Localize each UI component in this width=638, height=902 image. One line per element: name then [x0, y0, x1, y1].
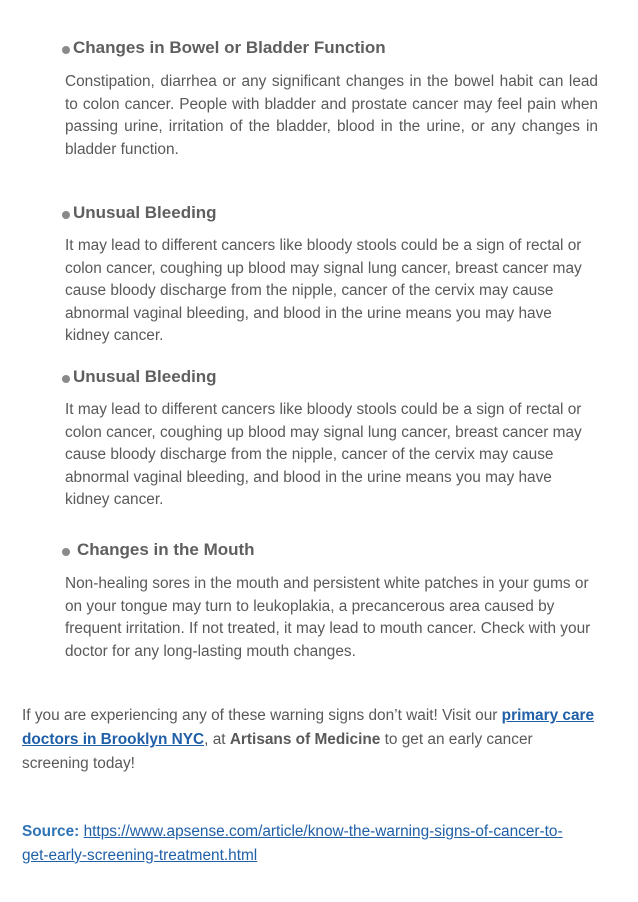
- source-link[interactable]: https://www.apsense.com/article/know-the-warning-signs-of-cancer-to-get-early-screening-treatment.html: [22, 823, 563, 864]
- bullet-icon: [62, 375, 70, 383]
- section-heading: Changes in Bowel or Bladder Function: [62, 38, 598, 58]
- artisans-of-medicine: Artisans of Medicine: [229, 731, 381, 748]
- bullet-icon: [62, 46, 70, 54]
- primary-care-link[interactable]: primary care doctors in Brooklyn NYC: [22, 707, 595, 748]
- source-paragraph: [22, 820, 582, 868]
- section-unusual-bleeding-2: [62, 367, 598, 512]
- source-label: Source:: [22, 823, 80, 840]
- bullet-icon: [62, 211, 70, 219]
- bullet-icon: [62, 548, 70, 556]
- cta-paragraph: If you are experiencing any of these warning signs don’t wait! Visit our primary care doctors in Brooklyn NYC, at Artisans of Medicine to get an early cancer screening today!: [22, 707, 595, 772]
- section-heading: Unusual Bleeding: [62, 367, 598, 387]
- section-body: Non-healing sores in the mouth and persistent white patches in your gums or on your tongue may turn to leukoplakia, a precancerous area caused by frequent irritation. If not treated, it may lead to mouth cancer. Check with your doctor for any long-lasting mouth changes.: [65, 575, 591, 660]
- section-heading: Unusual Bleeding: [62, 203, 598, 223]
- section-unusual-bleeding-1: [62, 203, 598, 348]
- section-bowel-bladder: [62, 38, 598, 161]
- section-body: It may lead to different cancers like bloody stools could be a sign of rectal or colon cancer, coughing up blood may signal lung cancer, breast cancer may cause bloody discharge from the nipple, cancer of the cervix may cause abnormal vaginal bleeding, and blood in the urine means you may have kidney cancer.: [65, 401, 582, 508]
- section-body: It may lead to different cancers like bloody stools could be a sign of rectal or colon cancer, coughing up blood may signal lung cancer, breast cancer may cause bloody discharge from the nipple, cancer of the cervix may cause abnormal vaginal bleeding, and blood in the urine means you may have kidney cancer.: [65, 237, 582, 344]
- section-heading: Changes in the Mouth: [62, 540, 598, 560]
- section-body: Constipation, diarrhea or any significant changes in the bowel habit can lead to colon cancer. People with bladder and prostate cancer may feel pain when passing urine, irritation of the bladder, blood in the urine, or any changes in bladder function.: [65, 73, 598, 158]
- section-mouth: [62, 540, 598, 663]
